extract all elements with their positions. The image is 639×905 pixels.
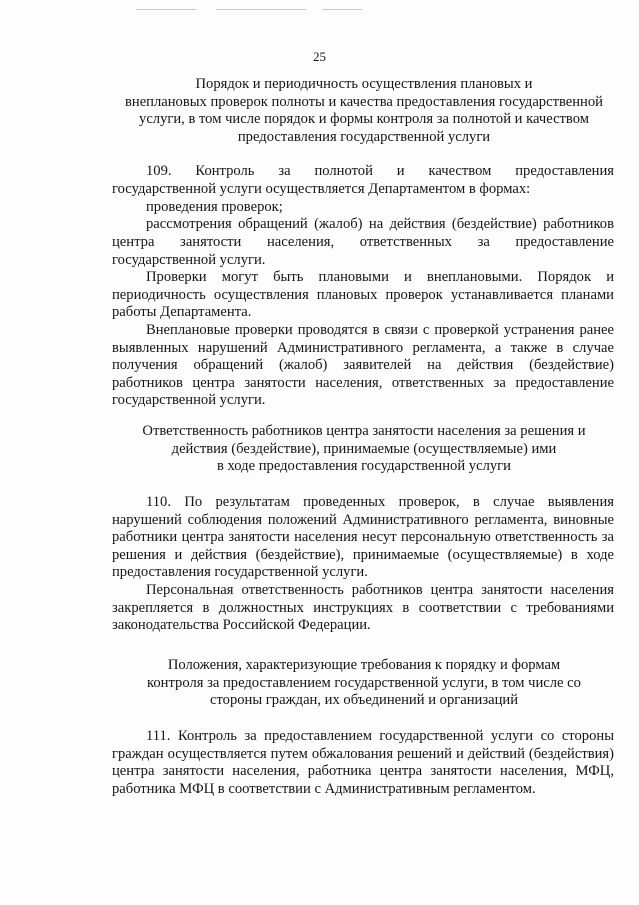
paragraph-inspection-types: Проверки могут быть плановыми и внеплановыми. Порядок и периодичность осуществления плановых проверок устанавливается планами работы Департамента.: [112, 269, 614, 321]
scan-artifact: [216, 9, 306, 10]
scan-artifact: [322, 9, 362, 10]
paragraph-109-line2: государственной услуги осуществляется Департаментом в формах:: [112, 181, 531, 197]
heading-line: контроля за предоставлением государственной услуги, в том числе со: [147, 674, 581, 691]
form-item-inspections: проведения проверок;: [146, 199, 283, 215]
form-item-complaints-line1: рассмотрения обращений (жалоб) на действия (бездействие) работников: [146, 216, 614, 232]
paragraph-personal-responsibility: Персональная ответственность работников центра занятости населения закрепляется в должностных инструкциях в соответствии с требованиями законодательства Российской Федерации.: [112, 582, 614, 634]
section-heading-inspections: [108, 76, 620, 146]
form-item-complaints-line2: центра занятости населения, ответственных за предоставление: [112, 234, 614, 250]
form-item-complaints-line3: государственной услуги.: [112, 252, 266, 268]
section-heading-public-control: [108, 657, 620, 710]
paragraph-111: 111. Контроль за предоставлением государственной услуги со стороны граждан осуществляется путем обжалования решений и действий (бездействия) центра занятости населения, работника центра занятости населения, МФЦ, работника МФЦ в соответствии с Административным регламентом.: [112, 728, 614, 797]
scan-artifact: [136, 9, 196, 10]
section-heading-responsibility: [108, 423, 620, 476]
heading-line: внеплановых проверок полноты и качества предоставления государственной: [125, 93, 603, 110]
page-number: 25: [313, 49, 326, 64]
paragraph-unplanned-inspections: Внеплановые проверки проводятся в связи с проверкой устранения ранее выявленных нарушений Административного регламента, а также в случае получения обращений (жалоб) заявителей на действия (бездействие) работников центра занятости населения, ответственных за предоставление государственной услуги.: [112, 322, 614, 409]
heading-line: Порядок и периодичность осуществления плановых и: [195, 76, 533, 92]
heading-line: Положения, характеризующие требования к порядку и формам: [167, 657, 561, 673]
heading-line: стороны граждан, их объединений и организаций: [209, 692, 519, 709]
paragraph-109-line1: 109. Контроль за полнотой и качеством предоставления: [146, 163, 614, 179]
heading-line: услуги, в том числе порядок и формы контроля за полнотой и качеством: [139, 111, 589, 128]
heading-line: в ходе предоставления государственной услуги: [217, 458, 511, 475]
paragraph-110: 110. По результатам проведенных проверок, в случае выявления нарушений соблюдения положений Административного регламента, виновные работники центра занятости населения несут персональную ответственность за решения и действия (бездействие), принимаемые (осуществляемые) в ходе предоставления государственной услуги.: [112, 494, 614, 581]
heading-line: Ответственность работников центра занятости населения за решения и: [142, 423, 586, 439]
heading-line: предоставления государственной услуги: [237, 128, 491, 145]
heading-line: действия (бездействие), принимаемые (осуществляемые) ими: [171, 440, 557, 457]
